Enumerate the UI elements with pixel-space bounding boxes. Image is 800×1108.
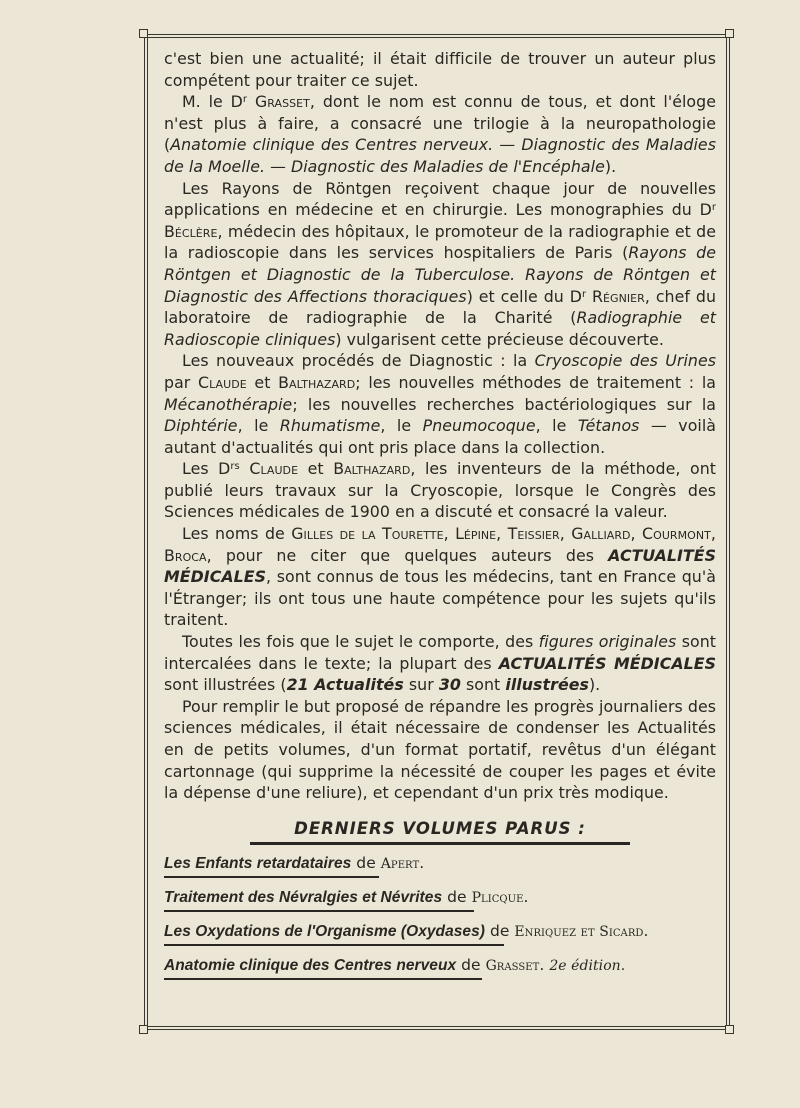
section-title: DERNIERS VOLUMES PARUS : [294,818,586,838]
volume-author: Grasset [485,958,540,975]
paragraph-format: Pour remplir le but proposé de répandre les progrès journaliers des sciences médicales, il était nécessaire de condenser les Actualités en de petits volumes, d'un format portatif, revêtus d'un élégant cartonnage (qui supprime la nécessité de couper les pages et évite la dépense d'une reliure), et cependant d'un prix très modique. [164,696,716,803]
book-titles: Radiographie et Radioscopie cliniques [164,308,716,349]
volume-underline [164,978,482,980]
paragraph-authors: Les noms de Gilles de la Tourette, Lépine, Teissier, Galliard, Courmont, Broca, pour ne citer que quelques auteurs des ACTUALITÉS MÉDICALES, sont connus de tous les médecins, tant en France qu'à l'Étranger; ils ont tous une haute compétence pour les sujets qu'ils traitent. [164,524,716,630]
volume-edition: 2e édition. [549,958,626,975]
author-name: Régnier [592,286,645,306]
volume-entry: Traitement des Névralgies et Névrites de Plicque. [164,887,716,917]
volume-underline [164,944,504,946]
frame-corner-ornament [139,29,148,38]
page-content [164,48,716,985]
volume-title: Les Enfants retardataires [164,855,352,873]
frame-corner-ornament [725,29,734,38]
volume-underline [164,876,379,878]
volume-author: Apert [380,856,420,873]
volume-underline [164,910,474,912]
paragraph-diagnostic: Les nouveaux procédés de Diagnostic : la Cryoscopie des Urines par Claude et Balthazard; les nouvelles méthodes de traitement : la Mécanothérapie; les nouvelles recherches bactériologiques sur la Diphtérie, le Rhumatisme, le Pneumocoque, le Tétanos — voilà autant d'actualités qui ont pris place dans la collection. [164,351,717,457]
volume-title: Traitement des Névralgies et Névrites [164,889,443,907]
volume-entry: Les Enfants retardataires de Apert. [164,853,716,883]
paragraph-grasset: M. le $D^r$ Grasset, dont le nom est connu de tous, et dont l'éloge n'est plus à faire, a consacré une trilogie à la neuropathologie (Anatomie clinique des Centres nerveux. — Diagnostic des Maladies de la Moelle. — Diagnostic des Maladies de l'Encéphale). [164,92,716,176]
book-titles: Anatomie clinique des Centres nerveux. — Diagnostic des Maladies de la Moelle. — Diagnostic des Maladies de l'Encéphale [164,135,716,176]
author-name: Béclère [164,221,218,241]
book-titles: Rayons de Röntgen et Diagnostic de la Tuberculose. Rayons de Röntgen et Diagnostic des Affections thoraciques [164,243,716,306]
author-name: Grasset [254,92,310,112]
paragraph-intro: c'est bien une actualité; il était difficile de trouver un auteur plus compétent pour traiter ce sujet. [164,49,716,90]
paragraph-figures: Toutes les fois que le sujet le comporte, des figures originales sont intercalées dans le texte; la plupart des ACTUALITÉS MÉDICALES sont illustrées (21 Actualités sur 30 sont illustrées). [164,632,716,695]
volume-title: Les Oxydations de l'Organisme (Oxydases) [164,923,485,941]
frame-corner-ornament [139,1025,148,1034]
frame-corner-ornament [725,1025,734,1034]
section-divider [250,842,630,845]
volume-author: Enriquez et Sicard [514,924,644,941]
volume-entry: Les Oxydations de l'Organisme (Oxydases) de Enriquez et Sicard. [164,921,716,951]
paragraph-rontgen: Les Rayons de Röntgen reçoivent chaque jour de nouvelles applications en médecine et en chirurgie. Les monographies du $D^r$ Béclère, médecin des hôpitaux, le promoteur de la radiographie et de la radioscopie dans les services hospitaliers de Paris (Rayons de Röntgen et Diagnostic de la Tuberculose. Rayons de Röntgen et Diagnostic des Affections thoraciques) et celle du $D^r$ Régnier, chef du laboratoire de radiographie de la Charité (Radiographie et Radioscopie cliniques) vulgarisent cette précieuse découverte. [164,178,717,349]
volume-title: Anatomie clinique des Centres nerveux [164,957,457,975]
paragraph-cryoscopie: Les $D^{rs}$ Claude et Balthazard, les inventeurs de la méthode, ont publié leurs travaux sur la Cryoscopie, lorsque le Congrès des Sciences médicales de 1900 en a discuté et consacré la valeur. [164,459,716,522]
volume-entry: Anatomie clinique des Centres nerveux de Grasset. 2e édition. [164,955,716,985]
volume-author: Plicque [471,890,524,907]
